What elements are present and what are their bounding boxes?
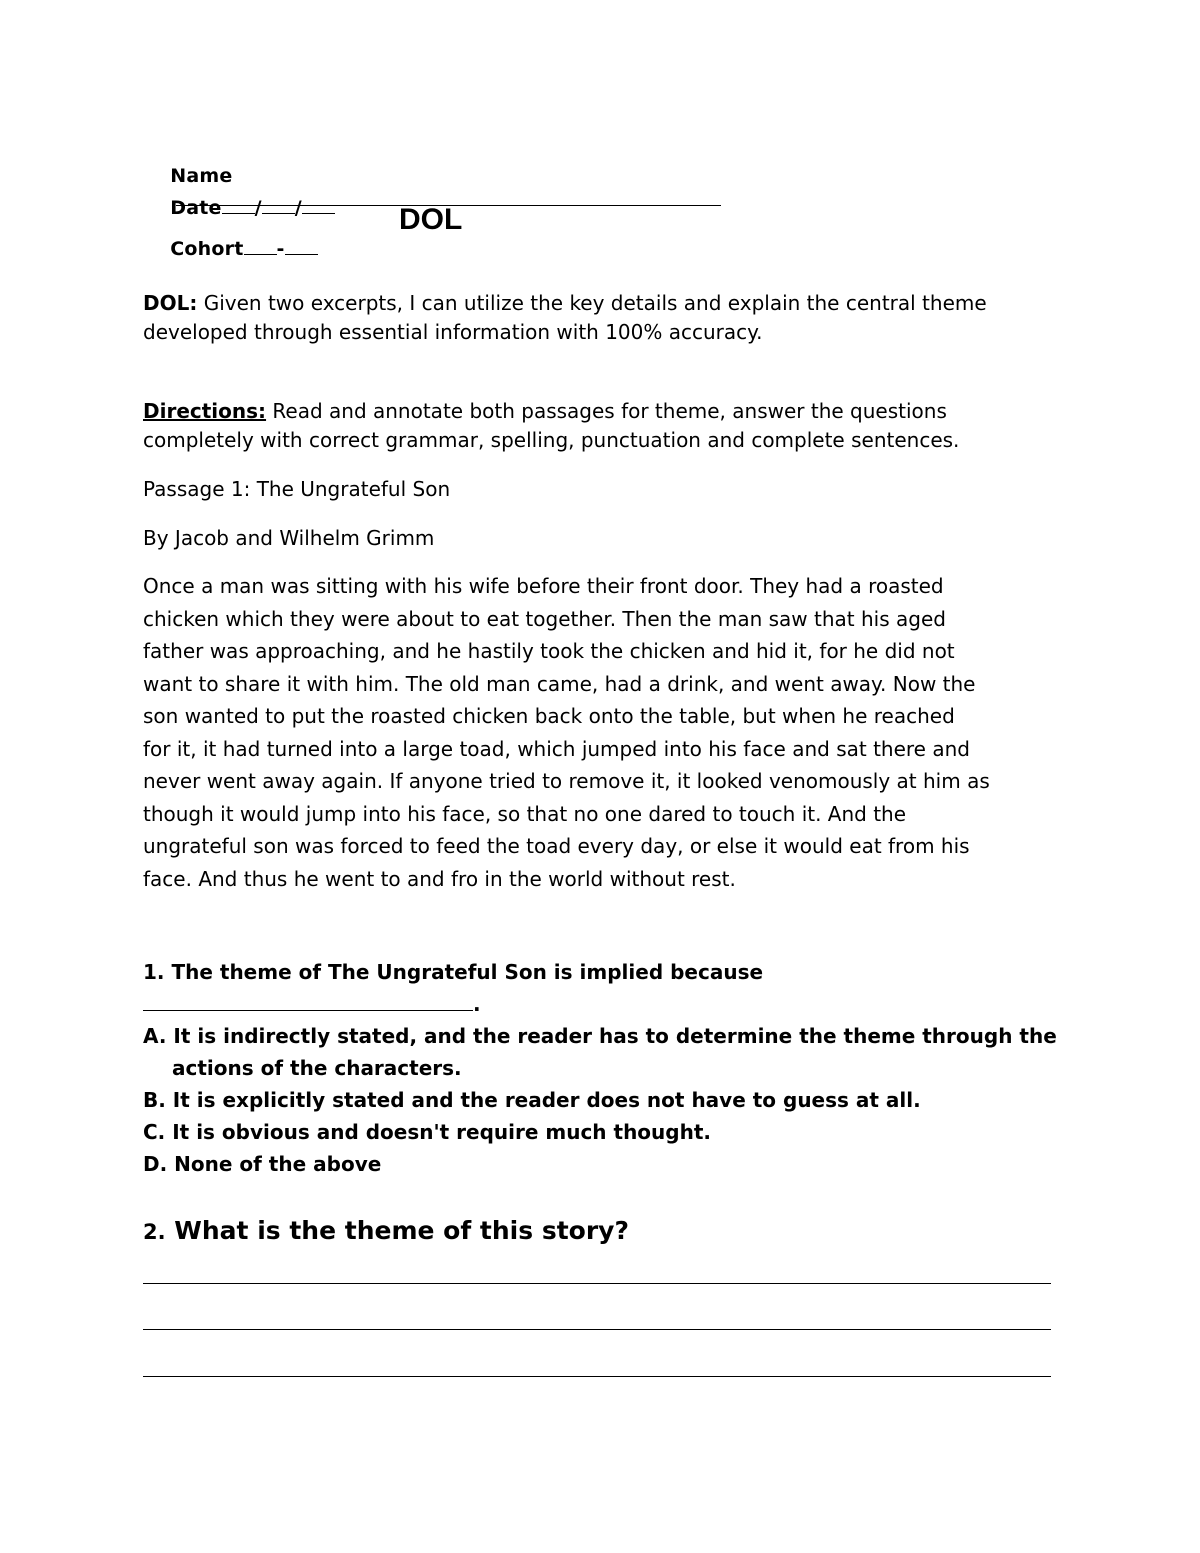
directions-label: Directions: bbox=[143, 399, 267, 423]
passage-line: want to share it with him. The old man came, had a drink, and went away. Now the bbox=[143, 671, 976, 696]
question-2-number: 2. bbox=[143, 1220, 166, 1244]
date-day-blank[interactable] bbox=[262, 195, 295, 214]
question-1-option-a[interactable]: A. It is indirectly stated, and the reader has to determine the theme through the actions of the characters. bbox=[143, 1024, 1057, 1080]
name-label: Name bbox=[170, 165, 233, 187]
passage-line: chicken which they were about to eat together. Then the man saw that his aged bbox=[143, 606, 946, 631]
objective-statement bbox=[143, 289, 1058, 347]
passage-line: face. And thus he went to and fro in the world without rest. bbox=[143, 866, 736, 891]
question-1-stem: 1. The theme of The Ungrateful Son is implied because bbox=[143, 960, 764, 984]
date-separator: / bbox=[254, 197, 262, 219]
question-2 bbox=[143, 1216, 629, 1245]
question-1-blank-end: . bbox=[473, 992, 481, 1016]
passage-line: Once a man was sitting with his wife before their front door. They had a roasted bbox=[143, 574, 944, 598]
question-1-option-b[interactable]: B. It is explicitly stated and the reader does not have to guess at all. bbox=[143, 1088, 921, 1112]
question-1-option-c[interactable]: C. It is obvious and doesn't require much thought. bbox=[143, 1120, 711, 1144]
passage-line: for it, it had turned into a large toad, which jumped into his face and sat there and bbox=[143, 736, 970, 761]
answer-line-3[interactable] bbox=[143, 1376, 1051, 1377]
date-separator: / bbox=[294, 197, 302, 219]
passage-body bbox=[143, 570, 1068, 895]
directions-text: Read and annotate both passages for theme, answer the questions completely with correct grammar, spelling, punctuation and complete sentences. bbox=[143, 399, 960, 452]
passage-line: ungrateful son was forced to feed the toad every day, or else it would eat from his bbox=[143, 834, 970, 858]
cohort-label: Cohort bbox=[170, 238, 244, 260]
passage-line: son wanted to put the roasted chicken back onto the table, but when he reached bbox=[143, 704, 955, 728]
question-1 bbox=[143, 956, 1058, 1180]
question-1-option-d[interactable]: D. None of the above bbox=[143, 1152, 382, 1176]
passage-line: though it would jump into his face, so that no one dared to touch it. And the bbox=[143, 801, 907, 826]
question-1-blank-row[interactable] bbox=[143, 988, 1058, 1020]
passage-author: By Jacob and Wilhelm Grimm bbox=[143, 526, 435, 550]
cohort-blank-2[interactable] bbox=[285, 236, 318, 255]
passage-title: Passage 1: The Ungrateful Son bbox=[143, 477, 451, 501]
objective-text: Given two excerpts, I can utilize the key details and explain the central theme developed through essential information with 100% accuracy. bbox=[143, 291, 987, 344]
date-month-blank[interactable] bbox=[222, 195, 255, 214]
cohort-blank-1[interactable] bbox=[244, 236, 277, 255]
date-year-blank[interactable] bbox=[302, 195, 335, 214]
date-label: Date bbox=[170, 197, 222, 219]
answer-line-1[interactable] bbox=[143, 1283, 1051, 1284]
answer-line-2[interactable] bbox=[143, 1329, 1051, 1330]
cohort-separator: - bbox=[276, 238, 285, 260]
objective-label: DOL: bbox=[143, 291, 198, 315]
cohort-field[interactable] bbox=[143, 214, 318, 282]
page-title: DOL bbox=[399, 203, 463, 236]
question-1-blank[interactable] bbox=[143, 992, 473, 1011]
question-2-stem: What is the theme of this story? bbox=[165, 1216, 629, 1245]
directions-statement bbox=[143, 397, 1058, 455]
passage-line: father was approaching, and he hastily took the chicken and hid it, for he did not bbox=[143, 639, 955, 663]
passage-line: never went away again. If anyone tried to remove it, it looked venomously at him as bbox=[143, 769, 990, 793]
